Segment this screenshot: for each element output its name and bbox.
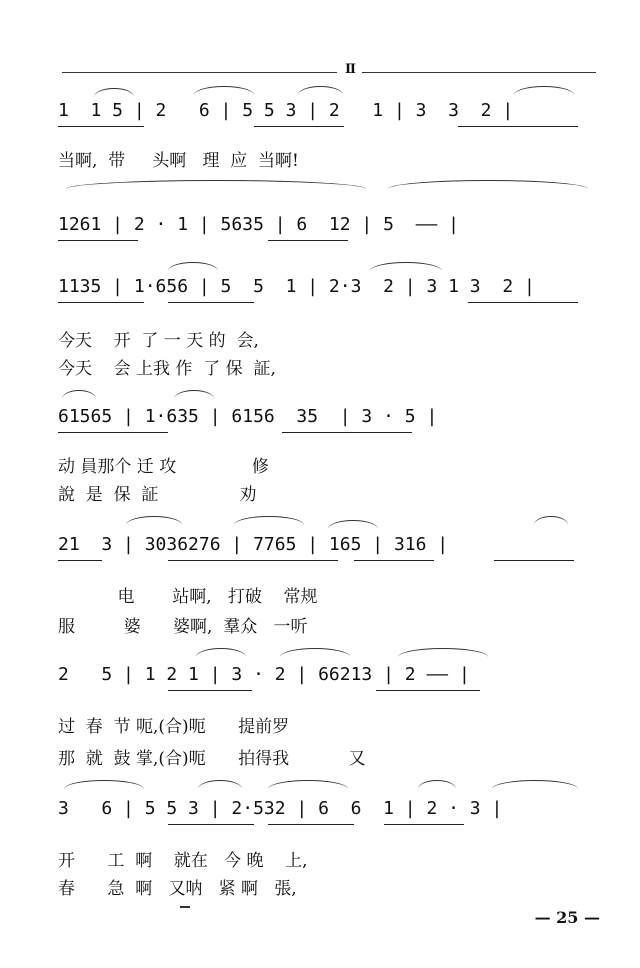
slur (66, 180, 366, 189)
slur (418, 780, 456, 789)
beam (168, 560, 338, 561)
lyric-line: 今天 会 上我 作 了 保 証, (58, 359, 276, 379)
beam (268, 240, 348, 241)
slur (268, 780, 348, 789)
beam (468, 302, 578, 303)
notation-line: 61565 | 1·635 | 6156 35 | 3 · 5 | (58, 406, 438, 427)
beam (494, 560, 574, 561)
notation-line: 1135 | 1·656 | 5 5 1 | 2·3 2 | 3 1 3 2 | (58, 276, 535, 297)
beam (58, 302, 144, 303)
slur (196, 648, 246, 657)
notation-line: 1 1 5 | 2 6 | 5 5 3 | 2 1 | 3 3 2 | (58, 100, 514, 121)
beam (58, 432, 168, 433)
slur (194, 86, 254, 95)
beam (458, 126, 578, 127)
beam (168, 690, 252, 691)
notation-line: 2 5 | 1 2 1 | 3 · 2 | 66213 | 2 —— | (58, 664, 470, 685)
beam (168, 824, 254, 825)
beam (282, 432, 412, 433)
section-marker: Ⅱ (345, 62, 356, 77)
slur (398, 648, 488, 657)
lyric-line: 春 急 啊 又呐 紧 啊 張, (58, 879, 297, 899)
page-number: — 25 — (534, 908, 600, 927)
beam (58, 126, 144, 127)
lyric-line: 說 是 保 証 劝 (58, 485, 257, 505)
slur (370, 262, 442, 271)
lyric-line: 电 站啊, 打破 常规 (58, 587, 318, 607)
beam (384, 824, 464, 825)
beam (354, 560, 434, 561)
slur (514, 86, 574, 95)
repeat-line-left (62, 72, 337, 73)
slur (126, 516, 182, 525)
lyric-line: 当啊, 带 头啊 理 应 当啊! (58, 151, 299, 171)
slur (280, 648, 350, 657)
slur (174, 390, 214, 399)
slur (298, 86, 343, 95)
repeat-line-right (362, 72, 596, 73)
ink-smudge (180, 906, 190, 908)
section-marker-row (62, 62, 596, 82)
slur (168, 262, 218, 271)
slur (94, 88, 134, 97)
beam (268, 824, 354, 825)
slur (492, 780, 578, 789)
beam (58, 240, 138, 241)
notation-line: 21 3 | 3036276 | 7765 | 165 | 316 | (58, 534, 449, 555)
notation-line: 3 6 | 5 5 3 | 2·532 | 6 6 1 | 2 · 3 | (58, 798, 503, 819)
lyric-line: 今天 开 了 一 天 的 会, (58, 331, 259, 351)
lyric-line: 过 春 节 呃,(合)呃 提前罗 (58, 717, 290, 737)
slur (234, 516, 304, 525)
slur (328, 520, 378, 529)
beam (58, 560, 102, 561)
lyric-line: 开 工 啊 就在 今 晚 上, (58, 851, 308, 871)
lyric-line: 服 婆 婆啊, 羣众 一听 (58, 617, 308, 637)
lyric-line: 动 員那个 迁 攻 修 (58, 457, 269, 477)
slur (388, 180, 588, 189)
slur (62, 390, 96, 399)
beam (254, 126, 344, 127)
notation-line: 1261 | 2 · 1 | 5635 | 6 12 | 5 —— | (58, 214, 459, 235)
lyric-line: 那 就 鼓 掌,(合)呃 拍得我 又 (58, 749, 366, 769)
beam (376, 690, 480, 691)
beam (168, 302, 254, 303)
slur (198, 780, 242, 789)
slur (64, 780, 144, 789)
slur (534, 516, 568, 525)
